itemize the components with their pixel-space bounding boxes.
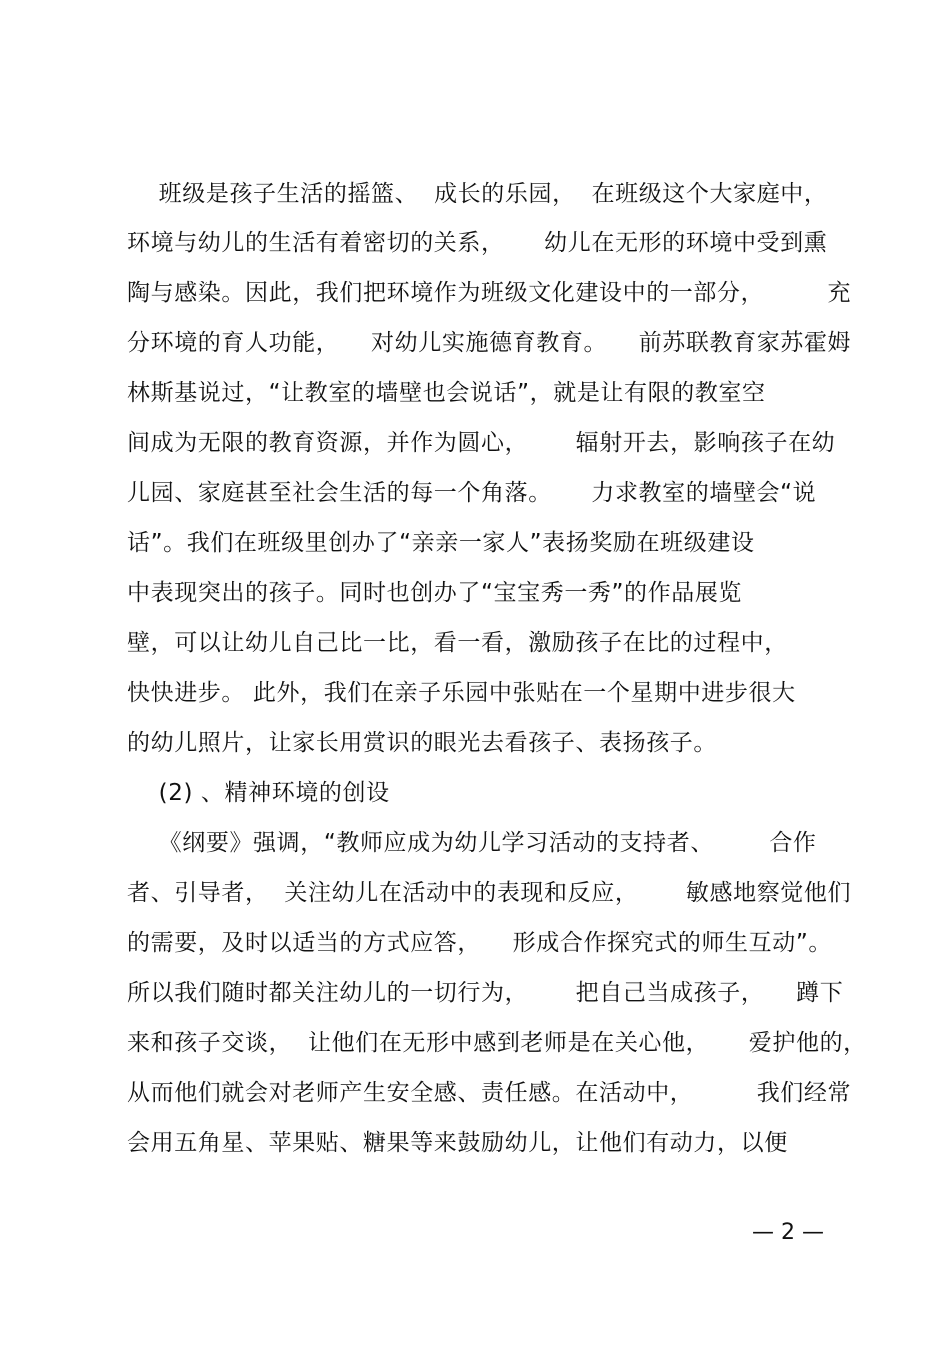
body-line-18: 来和孩子交谈， 让他们在无形中感到老师是在关心他， 爱护他的，: [127, 1030, 867, 1056]
body-line-7: 儿园、家庭甚至社会生活的每一个角落。 力求教室的墙壁会“说: [127, 480, 817, 506]
page-number: — 2 —: [752, 1220, 824, 1245]
body-line-1: 班级是孩子生活的摇篮、 成长的乐园， 在班级这个大家庭中，: [127, 181, 828, 207]
body-line-15: 者、引导者， 关注幼儿在活动中的表现和反应， 敏感地察觉他们: [127, 880, 852, 906]
body-line-19: 从而他们就会对老师产生安全感、责任感。在活动中， 我们经常: [127, 1080, 852, 1106]
body-line-9: 中表现突出的孩子。同时也创办了“宝宝秀一秀”的作品展览: [127, 580, 743, 606]
body-line-16: 的需要，及时以适当的方式应答， 形成合作探究式的师生互动”。: [127, 930, 832, 956]
body-line-2: 环境与幼儿的生活有着密切的关系， 幼儿在无形的环境中受到熏: [127, 230, 828, 256]
body-line-17: 所以我们随时都关注幼儿的一切行为， 把自己当成孩子， 蹲下: [127, 980, 844, 1006]
body-line-20: 会用五角星、苹果贴、糖果等来鼓励幼儿，让他们有动力，以便: [127, 1130, 788, 1156]
body-line-3: 陶与感染。因此，我们把环境作为班级文化建设中的一部分， 充: [127, 280, 852, 306]
body-line-12: 的幼儿照片，让家长用赏识的眼光去看孩子、表扬孩子。: [127, 730, 717, 756]
body-line-8: 话”。我们在班级里创办了“亲亲一家人”表扬奖励在班级建设: [127, 530, 755, 556]
body-line-5: 林斯基说过，“让教室的墙壁也会说话”，就是让有限的教室空: [127, 380, 766, 406]
body-line-4: 分环境的育人功能， 对幼儿实施德育教育。 前苏联教育家苏霍姆: [127, 330, 852, 356]
body-line-14: 《纲要》强调，“教师应成为幼儿学习活动的支持者、 合作: [127, 830, 817, 856]
body-line-6: 间成为无限的教育资源，并作为圆心， 辐射开去，影响孩子在幼: [127, 430, 836, 456]
body-line-10: 壁，可以让幼儿自己比一比，看一看，激励孩子在比的过程中，: [127, 630, 788, 656]
body-line-11: 快快进步。 此外，我们在亲子乐园中张贴在一个星期中进步很大: [127, 680, 796, 706]
section-heading: (2) 、精神环境的创设: [127, 780, 390, 806]
